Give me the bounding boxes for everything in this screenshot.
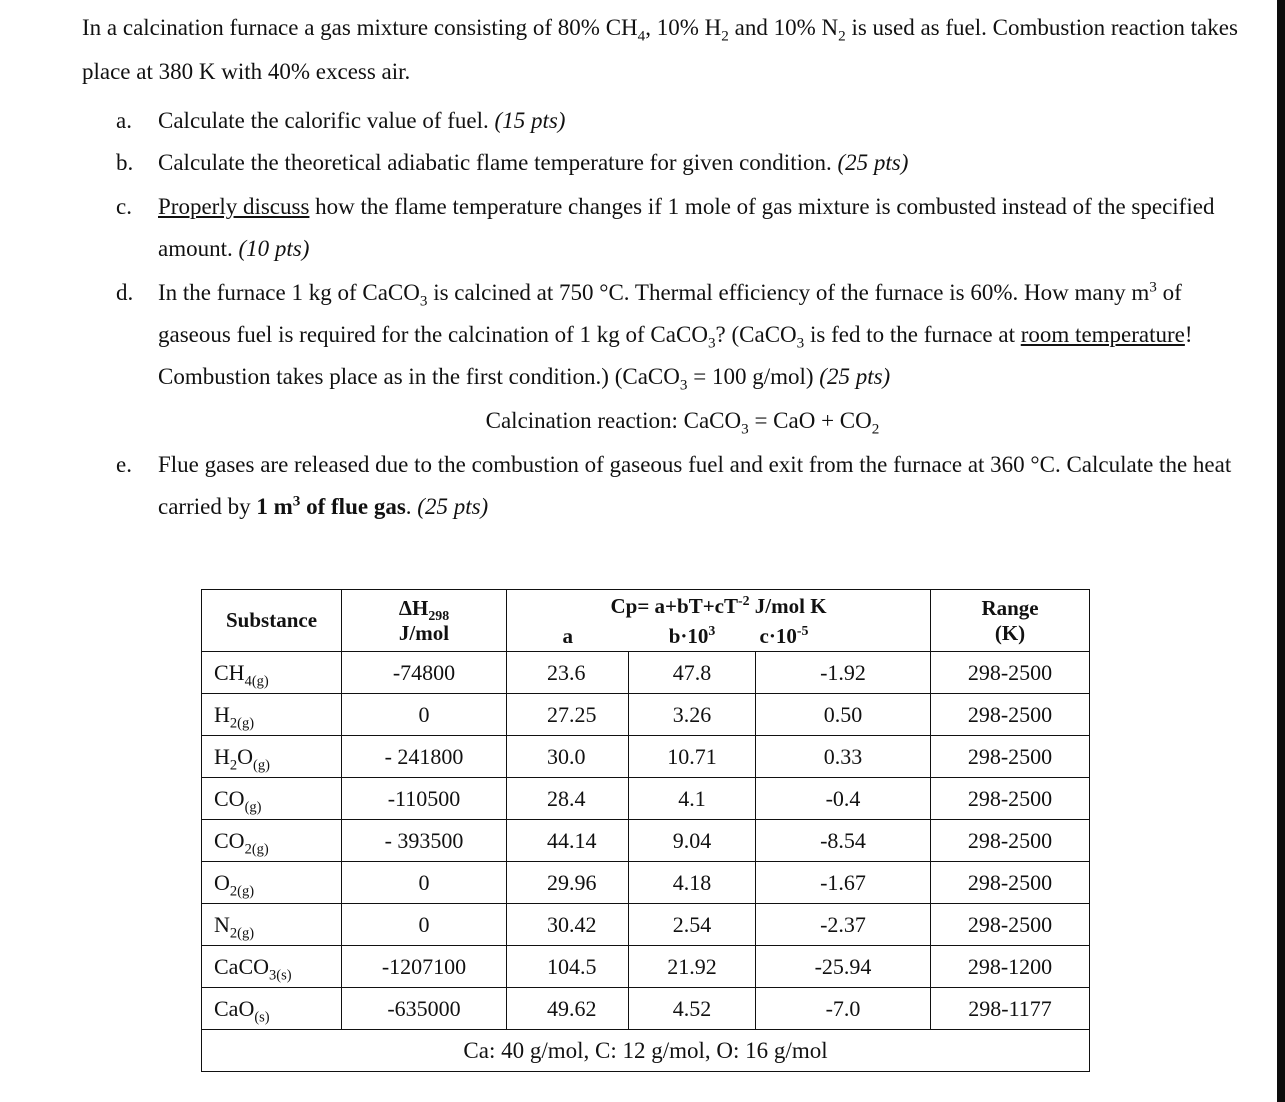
cp-c-value: -8.54 <box>756 820 931 862</box>
header-c: $c\cdot 10^{-5}$ <box>756 622 931 652</box>
cp-c-value: -1.67 <box>756 862 931 904</box>
substance-formula: $H_{2(g)}$ <box>202 694 342 736</box>
range-value: 298-2500 <box>931 904 1090 946</box>
enthalpy-value: -74800 <box>342 652 507 694</box>
cp-b-value: 47.8 <box>629 652 756 694</box>
question-a-label: a. <box>116 108 132 133</box>
question-b-label: b. <box>116 150 134 175</box>
range-value: 298-2500 <box>931 820 1090 862</box>
enthalpy-value: - 393500 <box>342 820 507 862</box>
cp-c-value: -2.37 <box>756 904 931 946</box>
substance-formula: CaCO$_{3(s)}$ <box>202 946 342 988</box>
enthalpy-value: 0 <box>342 862 507 904</box>
question-d-text: In the furnace 1 kg of CaCO$_3$ is calcined at 750 °C. Thermal efficiency of the furnace is 60%. How many $m^3$ of gaseous fuel is required for the calcination of 1 kg of CaCO$_3$? (CaCO$_3$ is fed to the furnace at room temperature! Combustion takes place as in the first condition.) (CaCO$_3$ = 100 g/mol) (25 pts) <box>158 278 1193 394</box>
enthalpy-value: - 241800 <box>342 736 507 778</box>
range-value: 298-1200 <box>931 946 1090 988</box>
thermo-data-table <box>201 589 1090 1072</box>
table-row <box>202 694 1090 736</box>
substance-formula: CaO$_{(s)}$ <box>202 988 342 1030</box>
table-row <box>202 988 1090 1030</box>
problem-intro: In a calcination furnace a gas mixture consisting of 80% $CH_4$, 10% $H_2$ and 10% $N_2$ is used as fuel. Combustion reaction takes place at 380 K with 40% excess air. <box>82 15 1238 84</box>
enthalpy-value: 0 <box>342 904 507 946</box>
table-header-row <box>202 590 1090 623</box>
range-value: 298-2500 <box>931 652 1090 694</box>
question-c-text: Properly discuss how the flame temperature changes if 1 mole of gas mixture is combusted instead of the specified amount. (10 pts) <box>158 194 1215 261</box>
range-value: 298-2500 <box>931 778 1090 820</box>
table-row <box>202 904 1090 946</box>
cp-c-value: -25.94 <box>756 946 931 988</box>
header-enthalpy: $\Delta H_{298}$ J/mol <box>342 590 507 652</box>
cp-a-value: 30.42 <box>507 904 629 946</box>
header-b: $b\cdot 10^3$ <box>629 622 756 652</box>
cp-b-value: 3.26 <box>629 694 756 736</box>
substance-formula: $N_{2(g)}$ <box>202 904 342 946</box>
cp-a-value: 29.96 <box>507 862 629 904</box>
cp-c-value: -0.4 <box>756 778 931 820</box>
cp-c-value: -1.92 <box>756 652 931 694</box>
question-a-text: Calculate the calorific value of fuel. (15 pts) <box>158 108 566 133</box>
cp-b-value: 4.18 <box>629 862 756 904</box>
cp-b-value: 10.71 <box>629 736 756 778</box>
question-e-text: Flue gases are released due to the combustion of gaseous fuel and exit from the furnace at 360 °C. Calculate the heat carried by 1 $m^3$ of flue gas. (25 pts) <box>158 452 1232 519</box>
cp-a-value: 44.14 <box>507 820 629 862</box>
substance-formula: $CH_{4(g)}$ <box>202 652 342 694</box>
range-value: 298-2500 <box>931 694 1090 736</box>
substance-formula: $CO_{(g)}$ <box>202 778 342 820</box>
table-row <box>202 820 1090 862</box>
cp-a-value: 30.0 <box>507 736 629 778</box>
question-c-label: c. <box>116 194 132 219</box>
range-value: 298-1177 <box>931 988 1090 1030</box>
header-cp: $Cp= a+bT+cT^{-2}$ J/mol K <box>507 590 931 623</box>
cp-a-value: 49.62 <box>507 988 629 1030</box>
screen-edge <box>1277 0 1285 1102</box>
header-substance: Substance <box>202 590 342 652</box>
cp-a-value: 104.5 <box>507 946 629 988</box>
header-range: Range (K) <box>931 590 1090 652</box>
molar-masses: Ca: 40 g/mol, C: 12 g/mol, O: 16 g/mol <box>202 1030 1090 1072</box>
cp-b-value: 9.04 <box>629 820 756 862</box>
table-footer-row <box>202 1030 1090 1072</box>
range-value: 298-2500 <box>931 862 1090 904</box>
cp-b-value: 4.1 <box>629 778 756 820</box>
cp-a-value: 23.6 <box>507 652 629 694</box>
enthalpy-value: -110500 <box>342 778 507 820</box>
table-row <box>202 652 1090 694</box>
header-a: a <box>507 622 629 652</box>
table-row <box>202 946 1090 988</box>
question-b-text: Calculate the theoretical adiabatic flame temperature for given condition. (25 pts) <box>158 150 909 175</box>
enthalpy-value: -1207100 <box>342 946 507 988</box>
question-d-label: d. <box>116 280 134 305</box>
enthalpy-value: -635000 <box>342 988 507 1030</box>
cp-a-value: 27.25 <box>507 694 629 736</box>
cp-b-value: 4.52 <box>629 988 756 1030</box>
table-row <box>202 862 1090 904</box>
substance-formula: $O_{2(g)}$ <box>202 862 342 904</box>
calcination-reaction: Calcination reaction: CaCO$_3$ = CaO + $CO_2$ <box>485 408 880 438</box>
cp-a-value: 28.4 <box>507 778 629 820</box>
range-value: 298-2500 <box>931 736 1090 778</box>
cp-b-value: 21.92 <box>629 946 756 988</box>
question-e-label: e. <box>116 452 132 477</box>
enthalpy-value: 0 <box>342 694 507 736</box>
substance-formula: $H_2O_{(g)}$ <box>202 736 342 778</box>
cp-c-value: -7.0 <box>756 988 931 1030</box>
substance-formula: $CO_{2(g)}$ <box>202 820 342 862</box>
cp-b-value: 2.54 <box>629 904 756 946</box>
table-row <box>202 736 1090 778</box>
table-body <box>202 652 1090 1030</box>
cp-c-value: 0.33 <box>756 736 931 778</box>
table-row <box>202 778 1090 820</box>
cp-c-value: 0.50 <box>756 694 931 736</box>
